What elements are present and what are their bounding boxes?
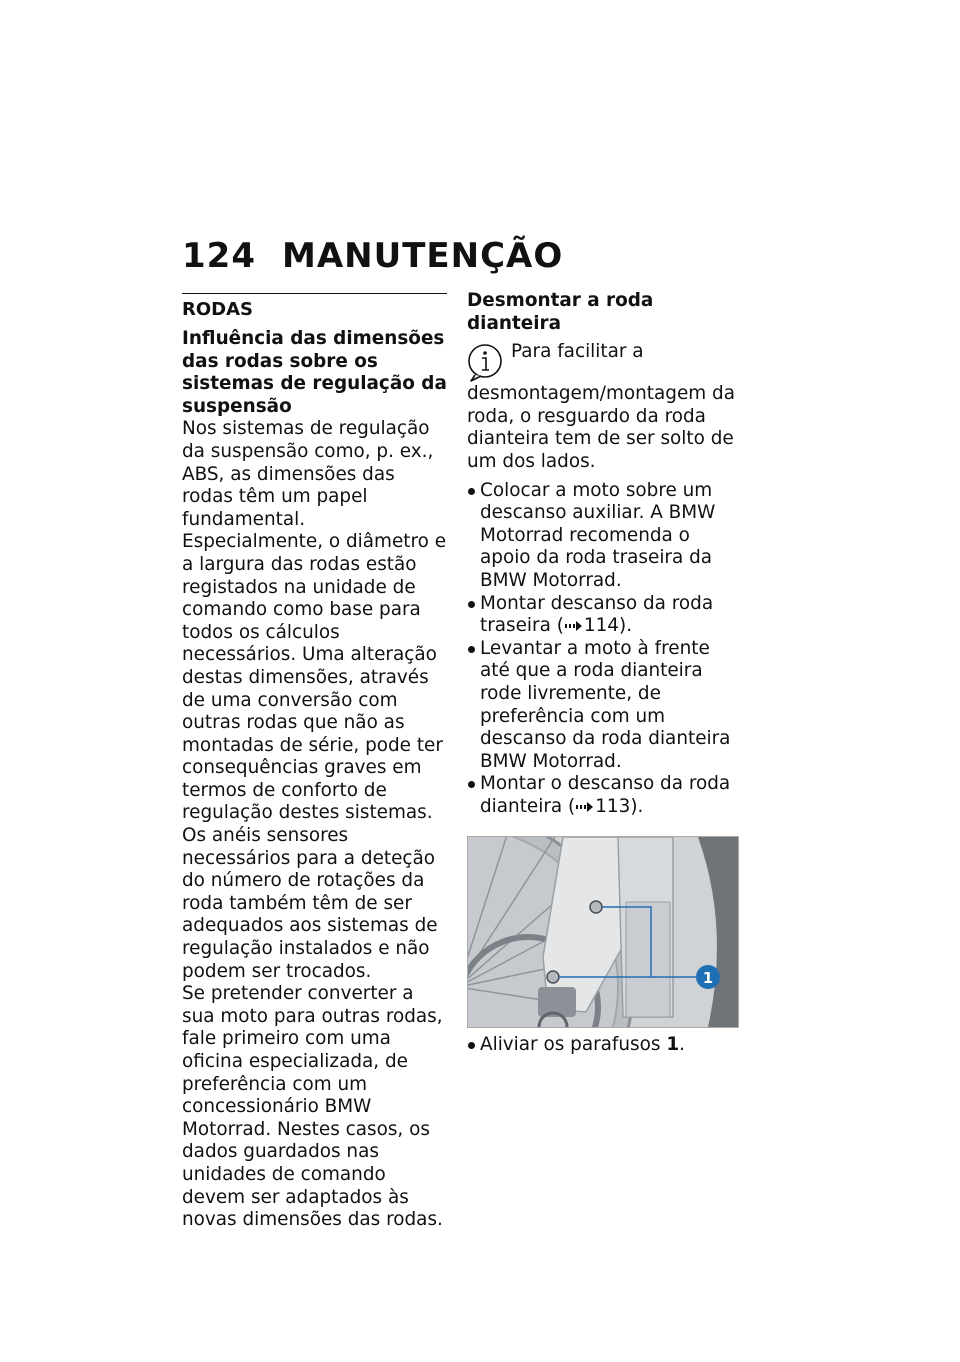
subsection-title: Desmontar a roda dianteira	[467, 290, 654, 334]
front-wheel-figure	[467, 836, 739, 1028]
info-text: Para facilitar a desmontagem/montagem da roda, o resguardo da roda dianteira tem de ser solto de um dos lados.	[467, 341, 735, 472]
bolt-reference: 1	[666, 1034, 680, 1056]
page-number: 124	[182, 236, 256, 276]
info-icon	[467, 343, 503, 383]
fork-bolts-illustration	[468, 837, 738, 1027]
page-reference[interactable]: 113	[595, 795, 631, 817]
list-item: Montar o descanso da roda dianteira ( 113).	[467, 773, 739, 818]
right-column	[467, 290, 739, 1057]
info-note	[467, 341, 739, 473]
paragraph: Nos sistemas de regulação da suspensão como, p. ex., ABS, as dimensões das rodas têm um papel fundamental. Especialmente, o diâmetro e a largura das rodas estão registados na unidade de comando como base para todos os cálculos necessários. Uma alteração destas dimensões, através de uma conversão com outras rodas que não as montadas de série, pode ter consequências graves em termos de conforto de regulação destes sistemas.	[182, 418, 447, 824]
list-item: Aliviar os parafusos 1.	[467, 1034, 739, 1057]
chapter-title: MANUTENÇÃO	[282, 236, 564, 276]
list-item: Montar descanso da roda traseira ( 114).	[467, 593, 739, 638]
callout-1: 1	[702, 969, 714, 988]
section-title: RODAS	[182, 299, 253, 320]
list-item: Levantar a moto à frente até que a roda dianteira rode livremente, de preferência com um descanso da roda dianteira BMW Motorrad.	[467, 638, 739, 774]
page-reference[interactable]: 114	[583, 615, 620, 637]
arrow-right-icon	[576, 801, 594, 813]
paragraph: Se pretender converter a sua moto para outras rodas, fale primeiro com uma oficina especializada, de preferência com um concessionário BMW Motorrad. Nestes casos, os dados guardados nas unidades de comando devem ser adaptados às novas dimensões das rodas.	[182, 983, 443, 1231]
subsection-title: Influência das dimensões das rodas sobre os sistemas de regulação da suspensão	[182, 328, 447, 417]
step-list	[467, 480, 739, 819]
left-column	[182, 293, 447, 1232]
paragraph: Os anéis sensores necessários para a deteção do número de rotações da roda também têm de ser adequados aos sistemas de regulação instalados e não podem ser trocados.	[182, 825, 438, 982]
list-item: Colocar a moto sobre um descanso auxiliar. A BMW Motorrad recomenda o apoio da roda traseira da BMW Motorrad.	[467, 480, 739, 593]
step-list	[467, 1034, 739, 1057]
section-rule	[182, 293, 447, 294]
arrow-right-icon	[565, 620, 583, 632]
